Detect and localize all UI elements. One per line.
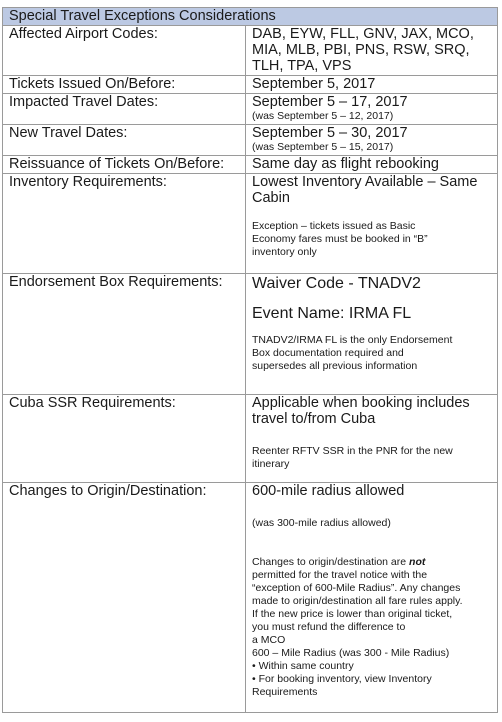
impacted-dates-label: Impacted Travel Dates: bbox=[3, 94, 246, 125]
event-name: Event Name: IRMA FL bbox=[252, 305, 412, 322]
changes-para-line-4: made to origin/destination all fare rules apply. bbox=[252, 595, 463, 607]
new-dates-label: New Travel Dates: bbox=[3, 125, 246, 156]
changes-para-line-2: permitted for the travel notice with the bbox=[252, 569, 428, 581]
new-dates-note: (was September 5 – 15, 2017) bbox=[252, 141, 394, 153]
mile-radius-line: 600 – Mile Radius (was 300 - Mile Radius) bbox=[252, 647, 450, 659]
impacted-dates-value bbox=[246, 94, 498, 125]
table-row bbox=[3, 76, 498, 94]
changes-para-line-3: “exception of 600-Mile Radius”. Any changes bbox=[252, 582, 461, 594]
cuba-line-2: travel to/from Cuba bbox=[252, 411, 376, 427]
inventory-exception-1: Exception – tickets issued as Basic bbox=[252, 220, 416, 232]
new-dates-main: September 5 – 30, 2017 bbox=[252, 125, 408, 141]
inventory-line-1: Lowest Inventory Available – Same bbox=[252, 174, 478, 190]
changes-para-line-7: a MCO bbox=[252, 634, 286, 646]
cuba-line-1: Applicable when booking includes bbox=[252, 395, 470, 411]
inventory-value bbox=[246, 174, 498, 274]
endorsement-value bbox=[246, 274, 498, 395]
endorsement-note-1: TNADV2/IRMA FL is the only Endorsement bbox=[252, 334, 453, 346]
bullet-requirements: Requirements bbox=[252, 686, 318, 698]
travel-exceptions-table bbox=[2, 7, 498, 713]
table-header-row bbox=[3, 8, 498, 26]
radius-allowed: 600-mile radius allowed bbox=[252, 483, 405, 499]
airport-codes-line-3: TLH, TPA, VPS bbox=[252, 58, 352, 74]
endorsement-note-2: Box documentation required and bbox=[252, 347, 404, 359]
inventory-exception-3: inventory only bbox=[252, 246, 317, 258]
reissuance-value: Same day as flight rebooking bbox=[246, 156, 498, 174]
impacted-dates-main: September 5 – 17, 2017 bbox=[252, 94, 408, 110]
changes-para-line-6: you must refund the difference to bbox=[252, 621, 406, 633]
changes-para-line-5: If the new price is lower than original ticket, bbox=[252, 608, 453, 620]
cuba-value bbox=[246, 395, 498, 483]
airport-codes-line-2: MIA, MLB, PBI, PNS, RSW, SRQ, bbox=[252, 42, 470, 58]
tickets-issued-value: September 5, 2017 bbox=[246, 76, 498, 94]
inventory-line-2: Cabin bbox=[252, 190, 290, 206]
airport-codes-line-1: DAB, EYW, FLL, GNV, JAX, MCO, bbox=[252, 26, 474, 42]
changes-text-not: not bbox=[409, 556, 426, 568]
cuba-note-1: Reenter RFTV SSR in the PNR for the new bbox=[252, 445, 453, 457]
changes-label: Changes to Origin/Destination: bbox=[3, 483, 246, 713]
table-row bbox=[3, 395, 498, 483]
waiver-code: Waiver Code - TNADV2 bbox=[252, 275, 421, 292]
affected-airports-value bbox=[246, 26, 498, 76]
endorsement-label: Endorsement Box Requirements: bbox=[3, 274, 246, 395]
bullet-booking-inventory: • For booking inventory, view Inventory bbox=[252, 673, 432, 685]
reissuance-label: Reissuance of Tickets On/Before: bbox=[3, 156, 246, 174]
table-row bbox=[3, 174, 498, 274]
table-row bbox=[3, 483, 498, 713]
table-row bbox=[3, 26, 498, 76]
table-row bbox=[3, 125, 498, 156]
bullet-same-country: • Within same country bbox=[252, 660, 354, 672]
new-dates-value bbox=[246, 125, 498, 156]
inventory-exception-2: Economy fares must be booked in “B” bbox=[252, 233, 428, 245]
endorsement-note-3: supersedes all previous information bbox=[252, 360, 418, 372]
table-row bbox=[3, 156, 498, 174]
table-title: Special Travel Exceptions Considerations bbox=[3, 8, 498, 26]
tickets-issued-label: Tickets Issued On/Before: bbox=[3, 76, 246, 94]
affected-airports-label: Affected Airport Codes: bbox=[3, 26, 246, 76]
changes-text-a: Changes to origin/destination are bbox=[252, 556, 410, 568]
cuba-label: Cuba SSR Requirements: bbox=[3, 395, 246, 483]
changes-value bbox=[246, 483, 498, 713]
changes-para-line-1 bbox=[252, 556, 497, 569]
inventory-label: Inventory Requirements: bbox=[3, 174, 246, 274]
impacted-dates-note: (was September 5 – 12, 2017) bbox=[252, 110, 394, 122]
table-row bbox=[3, 274, 498, 395]
table-row bbox=[3, 94, 498, 125]
cuba-note-2: itinerary bbox=[252, 458, 290, 470]
radius-was: (was 300-mile radius allowed) bbox=[252, 517, 391, 529]
